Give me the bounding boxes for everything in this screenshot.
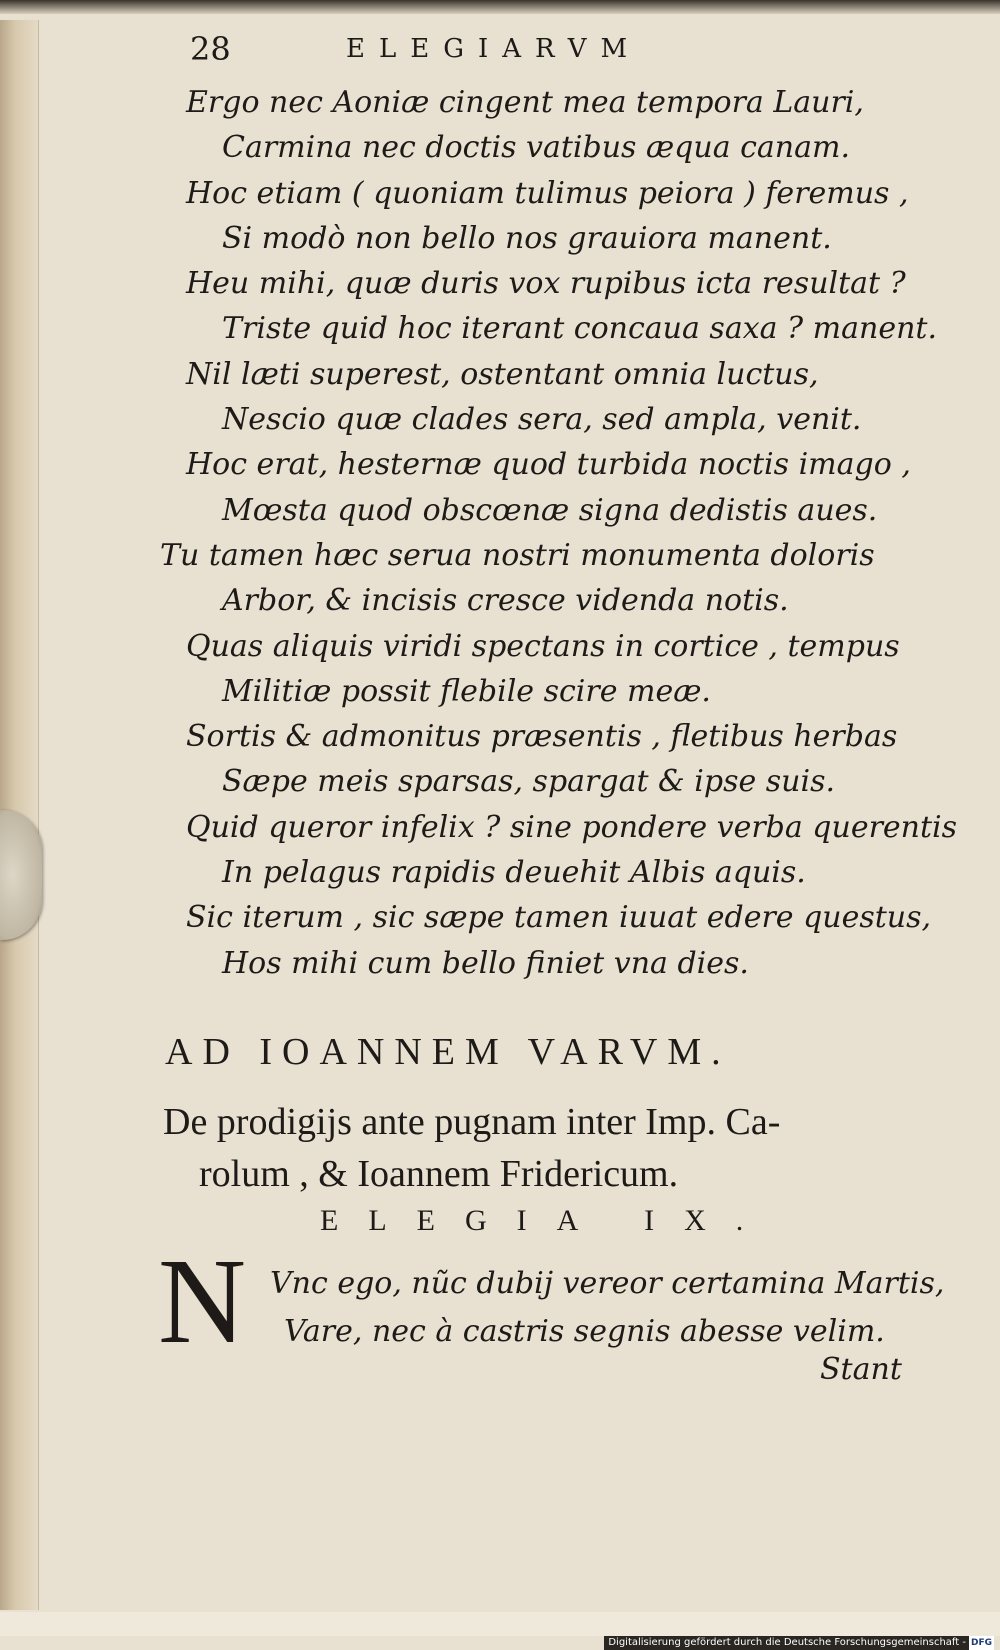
verse-line: Sortis & admonitus præsentis , fletibus herbas bbox=[186, 719, 898, 755]
poem-opening bbox=[270, 1260, 945, 1356]
verse-line: Arbor, & incisis cresce videnda notis. bbox=[222, 583, 789, 619]
poem-line: Vnc ego, nũc dubij vereor certamina Martis, bbox=[270, 1266, 945, 1301]
dfg-logo: DFG bbox=[970, 1638, 992, 1648]
section-title: AD IOANNEM VARVM. bbox=[165, 1031, 731, 1073]
verse-line: Ergo nec Aoniæ cingent mea tempora Lauri, bbox=[186, 85, 864, 120]
elegy-label: ELEGIA IX. bbox=[320, 1204, 774, 1237]
credit-text: Digitalisierung gefördert durch die Deutsche Forschungsgemeinschaft - bbox=[608, 1637, 966, 1648]
verse-line: Si modò non bello nos grauiora manent. bbox=[222, 220, 832, 256]
section-subtitle bbox=[163, 1096, 923, 1200]
verse-block bbox=[160, 80, 958, 986]
verse-line: Hoc etiam ( quoniam tulimus peiora ) feremus , bbox=[186, 175, 909, 211]
verse-line: Tu tamen hæc serua nostri monumenta doloris bbox=[160, 537, 875, 573]
verse-line: Heu mihi, quæ duris vox rupibus icta resultat ? bbox=[186, 266, 906, 302]
subtitle-line: De prodigijs ante pugnam inter Imp. Ca- bbox=[163, 1101, 781, 1143]
catchword: Stant bbox=[820, 1352, 902, 1387]
running-title: ELEGIARVM bbox=[346, 34, 642, 64]
page-clip bbox=[0, 810, 42, 940]
subtitle-line: rolum , & Ioannem Fridericum. bbox=[199, 1153, 679, 1195]
page-header bbox=[190, 30, 810, 74]
verse-line: Nil læti superest, ostentant omnia luctus, bbox=[186, 356, 819, 392]
drop-cap: N bbox=[158, 1234, 247, 1369]
verse-line: Mœsta quod obscœnæ signa dedistis aues. bbox=[222, 492, 878, 528]
top-shadow bbox=[0, 0, 1000, 14]
verse-line: Militiæ possit flebile scire meæ. bbox=[222, 673, 711, 709]
verse-line: Sic iterum , sic sæpe tamen iuuat edere questus, bbox=[186, 900, 932, 936]
page-number: 28 bbox=[190, 30, 231, 68]
verse-line: Nescio quæ clades sera, sed ampla, venit. bbox=[222, 402, 862, 438]
poem-line: Vare, nec à castris segnis abesse velim. bbox=[284, 1314, 885, 1349]
bottom-band bbox=[0, 1612, 1000, 1636]
verse-line: In pelagus rapidis deuehit Albis aquis. bbox=[222, 855, 806, 891]
verse-line: Quid queror infelix ? sine pondere verba querentis bbox=[186, 809, 958, 845]
verse-line: Carmina nec doctis vatibus æqua canam. bbox=[222, 130, 850, 166]
verse-line: Hos mihi cum bello finiet vna dies. bbox=[222, 945, 749, 981]
verse-line: Sæpe meis sparsas, spargat & ipse suis. bbox=[222, 764, 836, 800]
verse-line: Hoc erat, hesternæ quod turbida noctis imago , bbox=[186, 447, 911, 483]
digitization-credit bbox=[604, 1636, 994, 1650]
verse-line: Triste quid hoc iterant concaua saxa ? manent. bbox=[222, 311, 937, 347]
verse-line: Quas aliquis viridi spectans in cortice , tempus bbox=[186, 628, 900, 664]
